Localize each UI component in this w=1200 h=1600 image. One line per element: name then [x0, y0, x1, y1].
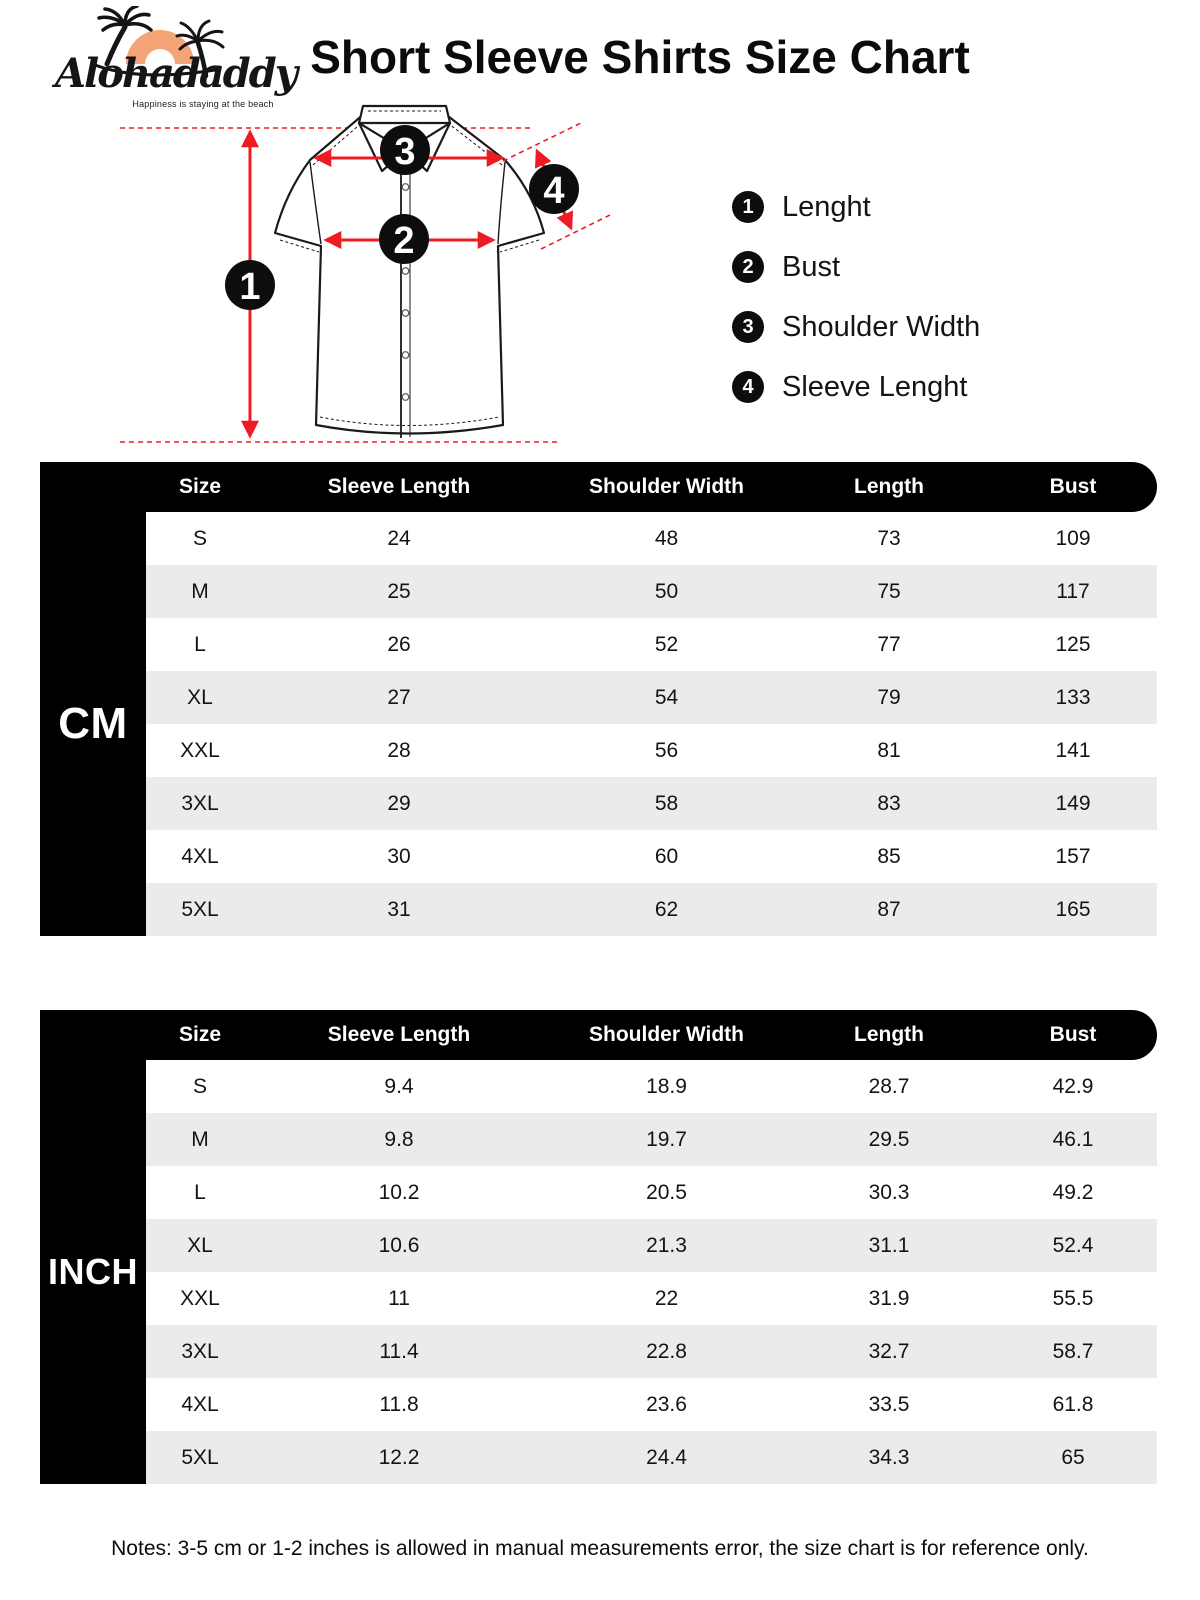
legend-badge-3: 3: [732, 311, 764, 343]
value-cell: 24.4: [646, 1445, 687, 1469]
col-header-shoulder-width: Shoulder Width: [589, 475, 744, 498]
value-cell: 54: [654, 685, 679, 709]
table-row: [146, 724, 1157, 777]
legend-item: [732, 310, 980, 344]
value-cell: 30: [387, 844, 411, 868]
value-cell: 65: [1061, 1445, 1085, 1469]
value-cell: 60: [654, 844, 679, 868]
value-cell: 49.2: [1052, 1180, 1094, 1204]
value-cell: 42.9: [1052, 1074, 1094, 1098]
size-cell: 3XL: [181, 791, 219, 815]
value-cell: 31: [387, 897, 411, 921]
notes-text: Notes: 3-5 cm or 1-2 inches is allowed in manual measurements error, the size chart is for reference only.: [111, 1537, 1089, 1560]
value-cell: 23.6: [646, 1392, 687, 1416]
value-cell: 55.5: [1052, 1286, 1094, 1310]
size-cell: S: [192, 526, 207, 550]
value-cell: 9.4: [384, 1074, 414, 1098]
unit-label-cm: CM: [58, 699, 128, 748]
legend-label: Shoulder Width: [782, 310, 981, 343]
size-cell: 5XL: [181, 897, 219, 921]
value-cell: 27: [387, 685, 411, 709]
table-body-inch: [40, 1060, 1157, 1484]
measurement-legend: [732, 190, 980, 430]
value-cell: 11.8: [379, 1392, 419, 1416]
unit-strip-cm: [40, 512, 146, 936]
size-cell: L: [194, 1180, 206, 1204]
col-header-size: Size: [178, 1023, 222, 1046]
badge-1: 1: [239, 266, 261, 308]
value-cell: 157: [1055, 844, 1091, 868]
value-cell: 61.8: [1052, 1392, 1094, 1416]
value-cell: 28: [387, 738, 411, 762]
value-cell: 52.4: [1052, 1233, 1094, 1257]
size-cell: S: [192, 1074, 207, 1098]
value-cell: 11.4: [379, 1339, 419, 1363]
table-row: [146, 777, 1157, 830]
legend-label: Lenght: [782, 190, 871, 223]
table-row: [146, 1113, 1157, 1166]
value-cell: 28.7: [868, 1074, 910, 1098]
table-row: [146, 830, 1157, 883]
value-cell: 58: [654, 791, 679, 815]
size-table-cm: [40, 462, 1157, 936]
legend-label: Sleeve Lenght: [782, 370, 968, 403]
size-cell: XXL: [180, 738, 220, 762]
col-header-sleeve-length: Sleeve Length: [327, 1023, 471, 1046]
table-row: [146, 1325, 1157, 1378]
size-cell: M: [191, 579, 209, 603]
value-cell: 24: [387, 526, 411, 550]
value-cell: 22.8: [646, 1339, 687, 1363]
value-cell: 75: [877, 579, 901, 603]
table-row: [146, 512, 1157, 565]
value-cell: 62: [654, 897, 679, 921]
value-cell: 46.1: [1052, 1127, 1094, 1151]
value-cell: 87: [877, 897, 901, 921]
size-cell: XXL: [180, 1286, 220, 1310]
col-header-length: Length: [854, 475, 924, 498]
legend-item: [732, 190, 980, 224]
value-cell: 10.2: [378, 1180, 420, 1204]
value-cell: 29: [387, 791, 411, 815]
table-header-inch: [40, 1010, 1157, 1060]
value-cell: 77: [877, 632, 901, 656]
col-header-length: Length: [854, 1023, 924, 1046]
table-row: [146, 1431, 1157, 1484]
value-cell: 52: [654, 632, 679, 656]
value-cell: 33.5: [868, 1392, 910, 1416]
table-row: [146, 1378, 1157, 1431]
size-cell: 4XL: [181, 1392, 219, 1416]
value-cell: 11: [388, 1286, 410, 1310]
value-cell: 125: [1055, 632, 1091, 656]
table-rows-inch: [146, 1060, 1157, 1484]
value-cell: 31.9: [868, 1286, 910, 1310]
brand-name: Alohadaddy: [55, 50, 296, 97]
table-body-cm: [40, 512, 1157, 936]
value-cell: 141: [1055, 738, 1091, 762]
legend-item: [732, 370, 980, 404]
value-cell: 50: [654, 579, 679, 603]
value-cell: 22: [654, 1286, 679, 1310]
size-cell: XL: [187, 1233, 213, 1257]
legend-badge-1: 1: [732, 191, 764, 223]
value-cell: 79: [877, 685, 901, 709]
value-cell: 26: [387, 632, 411, 656]
legend-badge-4: 4: [732, 371, 764, 403]
size-cell: XL: [187, 685, 213, 709]
legend-label: Bust: [782, 250, 841, 283]
value-cell: 58.7: [1052, 1339, 1094, 1363]
value-cell: 165: [1055, 897, 1091, 921]
table-row: [146, 618, 1157, 671]
legend-badge-2: 2: [732, 251, 764, 283]
table-row: [146, 671, 1157, 724]
size-table-inch: [40, 1010, 1157, 1484]
table-row: [146, 883, 1157, 936]
value-cell: 149: [1055, 791, 1091, 815]
value-cell: 117: [1056, 579, 1090, 603]
value-cell: 10.6: [378, 1233, 420, 1257]
table-rows-cm: [146, 512, 1157, 936]
value-cell: 133: [1055, 685, 1091, 709]
table-row: [146, 1060, 1157, 1113]
value-cell: 83: [877, 791, 901, 815]
col-header-bust: Bust: [1049, 475, 1097, 498]
value-cell: 12.2: [378, 1445, 420, 1469]
unit-label-inch: INCH: [48, 1251, 138, 1292]
value-cell: 25: [387, 579, 411, 603]
col-header-shoulder-width: Shoulder Width: [589, 1023, 744, 1046]
size-cell: 5XL: [181, 1445, 219, 1469]
table-header-cm: [40, 462, 1157, 512]
badge-3: 3: [394, 131, 416, 173]
badge-2: 2: [393, 220, 415, 262]
badge-4: 4: [543, 170, 565, 212]
table-row: [146, 1166, 1157, 1219]
value-cell: 48: [654, 526, 679, 550]
value-cell: 34.3: [868, 1445, 910, 1469]
unit-strip-inch: [40, 1060, 146, 1484]
col-header-bust: Bust: [1049, 1023, 1097, 1046]
value-cell: 20.5: [646, 1180, 687, 1204]
value-cell: 30.3: [868, 1180, 910, 1204]
value-cell: 32.7: [868, 1339, 910, 1363]
value-cell: 81: [877, 738, 901, 762]
value-cell: 109: [1055, 526, 1091, 550]
value-cell: 29.5: [868, 1127, 910, 1151]
table-row: [146, 1272, 1157, 1325]
value-cell: 73: [877, 526, 901, 550]
size-cell: M: [191, 1127, 209, 1151]
table-row: [146, 1219, 1157, 1272]
size-cell: 4XL: [181, 844, 219, 868]
value-cell: 21.3: [646, 1233, 687, 1257]
value-cell: 9.8: [384, 1127, 414, 1151]
col-header-size: Size: [178, 475, 222, 498]
page-title: Short Sleeve Shirts Size Chart: [310, 31, 970, 83]
value-cell: 31.1: [868, 1233, 910, 1257]
size-cell: L: [194, 632, 206, 656]
legend-item: [732, 250, 980, 284]
value-cell: 19.7: [646, 1127, 687, 1151]
shirt-measurement-diagram: [112, 92, 624, 460]
size-cell: 3XL: [181, 1339, 219, 1363]
col-header-sleeve-length: Sleeve Length: [327, 475, 471, 498]
brand-tagline: Happiness is staying at the beach: [132, 99, 274, 109]
value-cell: 85: [877, 844, 901, 868]
value-cell: 18.9: [646, 1074, 687, 1098]
value-cell: 56: [654, 738, 679, 762]
table-row: [146, 565, 1157, 618]
